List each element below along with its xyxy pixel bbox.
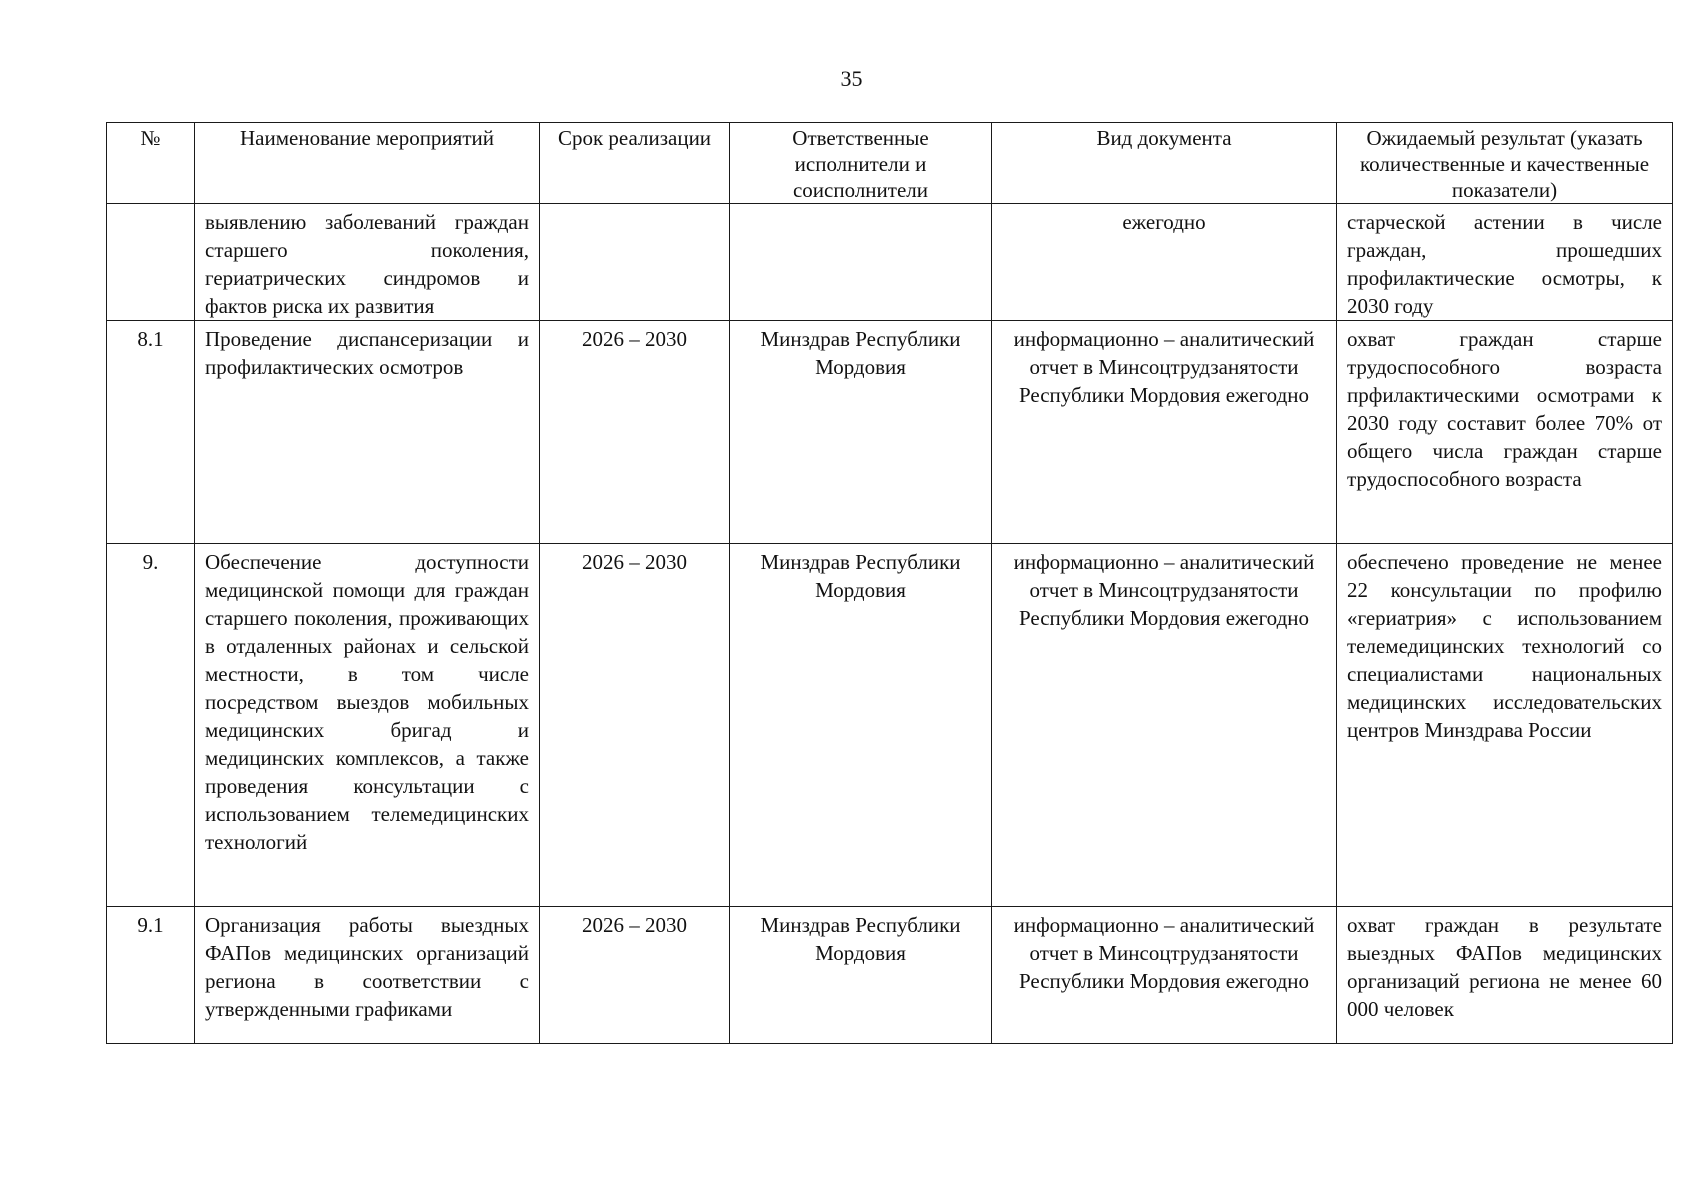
cell-num: 8.1 (107, 321, 195, 544)
header-num: № (107, 123, 195, 204)
cell-name: Проведение диспансеризации и профилактических осмотров (195, 321, 540, 544)
cell-num: 9. (107, 544, 195, 907)
cell-name: выявлению заболеваний граждан старшего поколения, гериатрических синдромов и фактов риска их развития (195, 204, 540, 321)
cell-name: Организация работы выездных ФАПов медицинских организаций региона в соответствии с утвержденными графиками (195, 907, 540, 1044)
cell-result: обеспечено проведение не менее 22 консультации по профилю «гериатрия» с использованием телемедицинских технологий со специалистами национальных медицинских исследовательских центров Минздрава России (1337, 544, 1673, 907)
cell-doc-type: информационно – аналитический отчет в Минсоцтрудзанятости Республики Мордовия ежегодно (992, 907, 1337, 1044)
header-name: Наименование мероприятий (195, 123, 540, 204)
cell-responsible (730, 204, 992, 321)
activities-table (106, 122, 1673, 1044)
cell-doc-type: информационно – аналитический отчет в Минсоцтрудзанятости Республики Мордовия ежегодно (992, 544, 1337, 907)
table-row (107, 321, 1673, 544)
cell-responsible: Минздрав Республики Мордовия (730, 907, 992, 1044)
cell-responsible: Минздрав Республики Мордовия (730, 544, 992, 907)
header-result: Ожидаемый результат (указать количественные и качественные показатели) (1337, 123, 1673, 204)
page-number: 35 (840, 66, 863, 91)
cell-num: 9.1 (107, 907, 195, 1044)
cell-term: 2026 – 2030 (540, 907, 730, 1044)
cell-name: Обеспечение доступности медицинской помощи для граждан старшего поколения, проживающих в отдаленных районах и сельской местности, в том числе посредством выездов мобильных медицинских бригад и медицинских комплексов, а также проведения консультации с использованием телемедицинских технологий (195, 544, 540, 907)
header-responsible: Ответственные исполнители и соисполнители (730, 123, 992, 204)
header-term: Срок реализации (540, 123, 730, 204)
table-row (107, 907, 1673, 1044)
cell-doc-type: информационно – аналитический отчет в Минсоцтрудзанятости Республики Мордовия ежегодно (992, 321, 1337, 544)
cell-result: охват граждан старше трудоспособного возраста прфилактическими осмотрами к 2030 году составит более 70% от общего числа граждан старше трудоспособного возраста (1337, 321, 1673, 544)
cell-responsible: Минздрав Республики Мордовия (730, 321, 992, 544)
cell-result: охват граждан в результате выездных ФАПов медицинских организаций региона не менее 60 000 человек (1337, 907, 1673, 1044)
header-doc-type: Вид документа (992, 123, 1337, 204)
table-header-row (107, 123, 1673, 204)
cell-num (107, 204, 195, 321)
cell-term (540, 204, 730, 321)
cell-doc-type: ежегодно (992, 204, 1337, 321)
cell-term: 2026 – 2030 (540, 321, 730, 544)
table-row (107, 544, 1673, 907)
cell-result: старческой астении в числе граждан, прошедших профилактические осмотры, к 2030 году (1337, 204, 1673, 321)
table-row (107, 204, 1673, 321)
cell-term: 2026 – 2030 (540, 544, 730, 907)
